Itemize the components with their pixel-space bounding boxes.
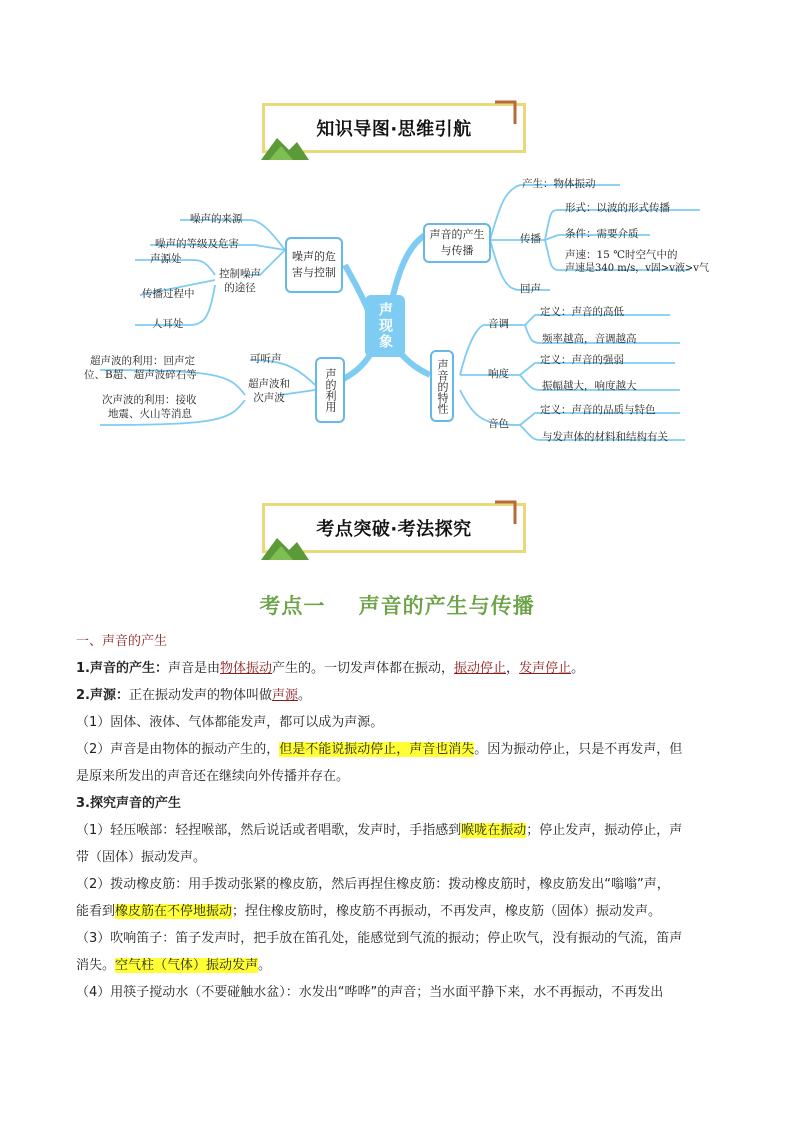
leaf-spread-speed-1: 声速：15 ℃时空气中的 <box>565 249 678 261</box>
leaf-spread-form: 形式：以波的形式传播 <box>565 202 670 214</box>
leaf-infra-use-2: 地震、火山等消息 <box>108 408 192 420</box>
leaf-echo: 回声 <box>520 283 541 295</box>
paragraph-9: （2）拨动橡皮筋：用手拨动张紧的橡皮筋，然后再捏住橡皮筋：拨动橡皮筋时，橡皮筋发出“嗡嗡”声， <box>76 877 670 892</box>
leaf-infra-use-1: 次声波的利用：接收 <box>102 394 197 406</box>
leaf-noise-control: 控制噪声的途径 <box>219 268 261 294</box>
leaf-ultra-use-1: 超声波的利用：回声定 <box>90 355 195 367</box>
banner-title: 考点突破·考法探究 <box>316 519 472 540</box>
paragraph-1: 1.声音的产生：声音是由物体振动产生的。一切发声体都在振动，振动停止，发声停止。 <box>76 661 585 676</box>
node-sound-usage: 声的利用 <box>315 357 345 423</box>
leaf-timbre-def: 定义：声音的品质与特色 <box>540 404 656 416</box>
leaf-noise-level: 噪声的等级及危害 <box>155 238 239 250</box>
leaf-ultra-use-2: 位、B超、超声波碎石等 <box>84 369 197 381</box>
banner-mind-map <box>262 103 526 153</box>
paragraph-13: （4）用筷子搅动水（不要碰触水盆）：水发出“哗哗”的声音；当水面平静下来，水不再振动，不再发出 <box>76 985 664 1000</box>
document-body <box>76 628 726 1006</box>
leaf-control-source: 声源处 <box>150 253 182 265</box>
paragraph-6: 3.探究声音的产生 <box>76 796 181 811</box>
leaf-loud-rule: 振幅越大，响度越大 <box>542 380 637 392</box>
leaf-noise-source: 噪声的来源 <box>190 213 243 225</box>
paragraph-12: 消失。空气柱（气体）振动发声。 <box>76 958 272 973</box>
leaf-spread-speed-2: 声速是340 m/s，v固>v液>v气 <box>565 263 709 274</box>
paragraph-7: （1）轻压喉部：轻捏喉部，然后说话或者唱歌，发声时，手指感到喉咙在振动；停止发声，振动停止，声 <box>76 823 683 838</box>
leaf-pitch-rule: 频率越高，音调越高 <box>542 333 637 345</box>
leaf-control-path: 传播过程中 <box>142 288 195 300</box>
leaf-loud-def: 定义：声音的强弱 <box>540 354 624 366</box>
paragraph-3: （1）固体、液体、气体都能发声，都可以成为声源。 <box>76 715 384 730</box>
hills-icon <box>259 130 311 160</box>
banner-key-points <box>262 503 526 553</box>
mind-map <box>80 165 720 455</box>
leaf-ultra-infra: 超声波和次声波 <box>248 378 290 404</box>
section-title: 考点一 声音的产生与传播 <box>259 594 535 618</box>
leaf-spread: 传播 <box>520 233 541 245</box>
leaf-spread-cond: 条件：需要介质 <box>565 228 639 240</box>
node-noise: 噪声的危害与控制 <box>285 237 343 293</box>
leaf-pitch: 音调 <box>488 318 509 330</box>
leaf-audible: 可听声 <box>250 353 282 365</box>
mind-map-center: 声现象 <box>365 295 405 357</box>
leaf-control-ear: 人耳处 <box>152 318 184 330</box>
hills-icon <box>259 530 311 560</box>
leaf-pitch-def: 定义：声音的高低 <box>540 306 624 318</box>
corner-mark-icon <box>495 500 517 526</box>
leaf-produce: 产生：物体振动 <box>522 178 596 190</box>
paragraph-8: 带（固体）振动发声。 <box>76 850 207 865</box>
paragraph-2: 2.声源：正在振动发声的物体叫做声源。 <box>76 688 312 703</box>
paragraph-4: （2）声音是由物体的振动产生的，但是不能说振动停止，声音也消失。因为振动停止，只是不再发声，但 <box>76 742 683 757</box>
node-sound-features: 声音的特性 <box>430 350 454 422</box>
banner-title: 知识导图·思维引航 <box>316 119 472 140</box>
corner-mark-icon <box>495 100 517 126</box>
leaf-timbre-rule: 与发声体的材料和结构有关 <box>542 431 668 443</box>
leaf-loudness: 响度 <box>488 368 509 380</box>
node-sound-production: 声音的产生与传播 <box>423 223 491 263</box>
heading-sound-production: 一、声音的产生 <box>76 634 168 649</box>
leaf-timbre: 音色 <box>488 418 509 430</box>
paragraph-11: （3）吹响笛子：笛子发声时，把手放在笛孔处，能感觉到气流的振动；停止吹气，没有振动的气流，笛声 <box>76 931 683 946</box>
paragraph-10: 能看到橡皮筋在不停地振动；捏住橡皮筋时，橡皮筋不再振动，不再发声，橡皮筋（固体）振动发声。 <box>76 904 662 919</box>
paragraph-5: 是原来所发出的声音还在继续向外传播并存在。 <box>76 769 350 784</box>
